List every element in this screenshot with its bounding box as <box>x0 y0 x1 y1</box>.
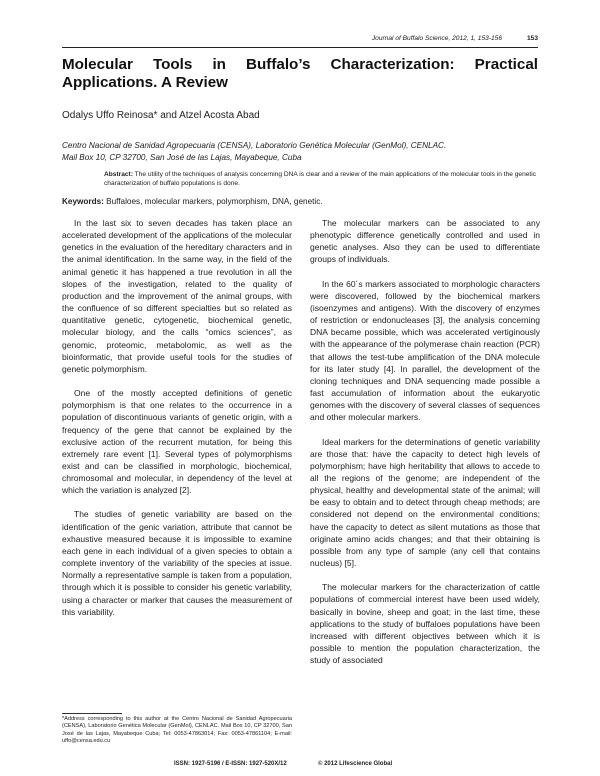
body-column-right <box>310 217 540 678</box>
abstract-text: The utility of the techniques of analysis concerning DNA is clear and a review of the main applications of the molecular tools in the genetic characterization of buffalo populations is done. <box>104 171 537 187</box>
footer-issn: ISSN: 1927-5196 / E-ISSN: 1927-520X/12 <box>174 761 287 767</box>
paragraph: In the 60´s markers associated to morphologic characters were discovered, followed by the biochemical markers (isoenzymes and antigens). With the discovery of enzymes of restriction or endonucleases [3], the analysis concerning DNA became possible, which was accelerated vertiginously with the appearance of the polymerase chain reaction (PCR) that allows the test-tube amplification of the DNA molecule for its later study [4]. In parallel, the development of the cloning techniques and DNA sequencing made possible a fast accumulation of information about the eukaryotic genomes with the discovery of several classes of sequences and other molecular markers. <box>310 278 540 423</box>
paragraph: One of the mostly accepted definitions of genetic polymorphism is that one relates to the occurrence in a population of discontinuous variants of genetic origin, with a frequency of the gene that cannot be explained by the exclusive action of the recurrent mutation, for being this extremely rare event [1]. Several types of polymorphisms exist and can be classified in morphologic, biochemical, chromosomal and molecular, in dependency of the level at which the variation is analyzed [2]. <box>62 388 292 496</box>
body-column-left <box>62 217 292 630</box>
paragraph: Ideal markers for the determinations of genetic variability are those that: have the capacity to detect high levels of polymorphism; have high heritability that allows to accede to all the regions of the genome; are independent of the physical, healthy and developmental state of the animal; will be easy to obtain and to detect through cheap methods; are considered not depend on the environmental conditions; have the capacity to detect as silent mutations as those that originate amino acids changes; and that their obtaining is possible from any type of sample (any cell that contains nucleus) [5]. <box>310 436 540 569</box>
article-title <box>62 56 538 92</box>
keywords-text: Buffaloes, molecular markers, polymorphism, DNA, genetic. <box>103 197 323 206</box>
journal-citation: Journal of Buffalo Science, 2012, 1, 153-156 <box>371 35 502 42</box>
footnote-divider <box>62 713 122 714</box>
running-header <box>62 34 538 48</box>
affiliation-line-2: Mail Box 10, CP 32700, San José de las Lajas, Mayabeque, Cuba <box>62 152 302 162</box>
paragraph: In the last six to seven decades has taken place an accelerated development of the applications of the molecular genetics in the evaluation of the hereditary characters and in the animal identification. In the same way, in the field of the animal genetic it has happened a true revolution in all the slopes of the investigation, related to the quality of production and the improvement of the animal groups, with the confluence of so different specialties but so related as quantitative genetic, cytogenetic, biochemical genetic, molecular biology, and the calls “omics sciences”, as genomic, proteomic, metabolomic, as well as the bioinformatic, that provide useful tools for the studies of genetic polymorphism. <box>62 218 292 374</box>
footer-copyright: © 2012 Lifescience Global <box>318 761 393 767</box>
affiliation <box>62 140 542 163</box>
paragraph: The studies of genetic variability are based on the identification of the genic variation, attribute that cannot be exhaustive measured because it is impossible to examine each gene in each individual of a given species to obtain a complete inventory of the variability of the species at issue. Normally a representative sample is taken from a population, through which it is possible to consider his genetic variability, using a character or marker that causes the measurement of this variability. <box>62 509 292 617</box>
keywords-label: Keywords: <box>62 197 104 206</box>
paragraph: The molecular markers for the characterization of cattle populations of commercial interest have been used widely, basically in bovine, sheep and goat; in the last time, these applications to the study of buffaloes populations have been increased with different objectives between which it is possible to mention the population characterization, the study of associated <box>310 582 540 666</box>
abstract-label: Abstract: <box>104 171 133 178</box>
authors: Odalys Uffo Reinosa* and Atzel Acosta Abad <box>62 110 260 121</box>
keywords <box>62 197 323 206</box>
title-line-1: Molecular Tools in Buffalo’s Characterization: Practical <box>62 56 538 73</box>
paragraph: The molecular markers can be associated to any phenotypic difference genetically controlled and used in genetic analyses. Also they can be used to differentiate groups of individuals. <box>310 218 540 265</box>
abstract <box>104 170 536 188</box>
affiliation-line-1: Centro Nacional de Sanidad Agropecuaria (CENSA), Laboratorio Genética Molecular (GenMol), CENLAC. <box>62 141 447 150</box>
title-line-2: Applications. A Review <box>62 74 228 91</box>
correspondence-footnote: *Address corresponding to this author at the Centro Nacional de Sanidad Agropecuaria (CENSA), Laboratorio Genética Molecular (GenMol), CENLAC. Mail Box 10, CP 32700, San José de las Lajas, Mayabeque Cuba; Tel: 0053-47863014; Fax: 0053-47861104; E-mail: uffo@censa.edu.cu <box>62 716 292 745</box>
page-number: 153 <box>526 35 538 42</box>
